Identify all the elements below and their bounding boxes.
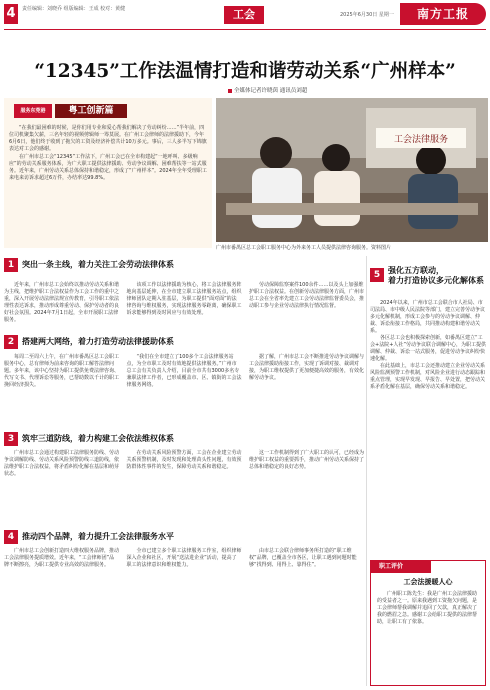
box-label: 职工评价 xyxy=(371,561,431,573)
page-header xyxy=(0,0,490,30)
box-body xyxy=(377,591,481,626)
banner-title: 粤工创新篇 xyxy=(55,104,127,118)
section-5-header xyxy=(370,262,486,286)
body-text: 近年来，广州市总工会始终以推动劳动关系和谐为主线，把维护职工合法权益作为工会工作的重中之重，深入开展劳动法律法规宣传教育，引导职工依法理性表达诉求，推动形成尊重劳动、保护劳动者的良好社会氛围。2024年7月1日起，全市开展职工法律服务。 xyxy=(4,282,120,323)
section-3-body xyxy=(4,450,364,478)
section-title: 强化五方联动， xyxy=(388,266,444,275)
intro-text xyxy=(9,125,207,183)
body-text: “我们在全市建立了100多个工会法律服务站点，为全市职工及时有效地提供法律服务。”广州市总工会有关负责人介绍，目前全市共有3000多名专兼职法律工作者，已形成覆盖市、区、镇街的工会法律服务网络。 xyxy=(126,354,242,388)
body-text: 广州市总工会创新打造四大维权服务品牌，推动工会法律服务提质增效。近年来，“工会律师团”品牌不断擦亮，为职工提供专业高效的法律服务。 xyxy=(4,548,120,568)
editors-line: 责任编辑：刘晓乔 组版编辑：王成 校对：黄健 xyxy=(22,6,126,12)
intro-paragraph: 在广州市总工会“12345”工作法下，广州工会已在全市构建起“一地呼叫、多级响应”的劳动关系服务体系，为广大职工提供法律援助、劳动争议调解、困难帮扶等一站式服务。近年来，广州劳动关系总体保持和谐稳定，形成了“广州样本”。2024年全年受理职工来电来访诉求超过6万件，办结率达99.8%。 xyxy=(9,154,207,181)
section-number: 4 xyxy=(4,530,18,544)
body-text: 2024年以来，广州市总工会联合市人社局、市司法局、市中级人民法院等部门，建立完善劳动争议多元化解机制，形成工会参与的劳动争议调解、仲裁、诉讼衔接工作格局，共同推动构建和谐劳动关系。 xyxy=(370,300,486,334)
section-title: 筑牢三道防线，着力构建工会依法维权体系 xyxy=(22,434,174,443)
page-number: 4 xyxy=(4,4,18,24)
section-4-body xyxy=(4,548,364,569)
photo-caption: 广州市番禺区总工会职工服务中心为外来务工人员提供法律咨询服务。资料图片 xyxy=(216,245,392,251)
section-tag: 工会 xyxy=(224,6,264,24)
body-text: 据了解，广州市总工会不断推进劳动争议调解与工会法律援助衔接工作，实现了诉调对接、裁调对接，为职工维权提供了更加便捷高效的服务，有效化解劳动争议。 xyxy=(249,354,365,381)
section-number: 1 xyxy=(4,258,18,272)
body-text: 每周二至周六上午，在广州市番禺区总工会职工服务中心，总有律师为前来咨询的职工解答法律问题。多年来，该中心坚持为职工提供免费法律咨询、代写文书、代理诉讼等服务，已帮助数以千计的职工挽回经济损失。 xyxy=(4,354,120,388)
headline: “12345”工作法温情打造和谐劳动关系“广州样本” xyxy=(34,61,456,82)
box-title: 工会法援暖人心 xyxy=(403,578,453,586)
body-text: 全市已建立多个职工法律服务工作室，组织律师深入企业和社区，开展“送法进企业”活动，提高了职工的法律意识和维权能力。 xyxy=(126,548,242,568)
section-1-body xyxy=(4,282,364,324)
body-text: 在此基础上，市总工会还推动建立企业劳动关系风险监测预警工作机制，对风险企业进行动态跟踪和重点管理，实现早发现、早报告、早处置，把劳动关系矛盾化解在基层，确保劳动关系和谐稳定。 xyxy=(370,363,486,390)
body-text: 该项工作以法律援助为核心，将工会法律服务阵地向基层延伸，在全市建立职工法律服务站点，组织律师团队定期入驻基层，为职工提供“面对面”的法律咨询与维权服务，实现法律服务零距离，确保职工诉求能够得到及时回应与有效处理。 xyxy=(126,282,242,316)
body-text: 劳动保障监察案件100余件……以及头上加强维护职工合法权益。在创新劳动法律服务方面，广州市总工会在全省率先建立工会劳动法律监督委员会，推动职工参与企业劳动法律执行情况监督。 xyxy=(249,282,365,309)
section-2-body xyxy=(4,354,364,389)
section-5-body xyxy=(370,300,486,391)
banner-tab: 服务东莞港 xyxy=(14,104,52,118)
section-number: 3 xyxy=(4,432,18,446)
worker-review-box xyxy=(370,560,486,686)
column-divider xyxy=(366,256,367,686)
photo-sign: 工会法律服务 xyxy=(393,135,449,145)
section-title: 推动四个品牌，着力提升工会法律服务水平 xyxy=(22,532,174,541)
section-1-header xyxy=(4,256,364,280)
intro-paragraph: “在我们最困难的时候，是你们用专业和爱心帮我们解决了劳动纠纷……”半年前，四位司机聚集欠薪，三名年轻的视频剪辑师一筹莫展。在广州工会律师的法律援助下，今年6月6日，他们终于收到了拖欠的工资及经济补偿共计10万多元。事后，三人多半写下锦旗表达对工会的感谢。 xyxy=(9,125,207,152)
section-title: 搭建两大网络，着力打造劳动法律援助体系 xyxy=(22,337,174,346)
newspaper-logo: 南方工报 xyxy=(400,3,486,25)
body-text: 由市总工会联合律师事务所打造的“职工维权”品牌，已覆盖全市各区，让职工遇到问题时能够“找得到、用得上、靠得住”。 xyxy=(249,548,357,568)
body-text: 广州市总工会通过构建职工法律服务防线、劳动争议调解防线、劳动关系风险预警防线三道防线，依法维护职工合法权益，将矛盾纠纷化解在基层和萌芽状态。 xyxy=(4,450,120,477)
section-title: 突出一条主线，着力关注工会劳动法律体系 xyxy=(22,260,174,269)
issue-date: 2025年6月30日 星期一 xyxy=(340,12,394,18)
news-photo xyxy=(216,98,488,242)
body-text: 这一工作机制得到了广大职工的认可，已经成为维护职工权益的重要抓手，推动广州劳动关系保持了总体和谐稳定的良好态势。 xyxy=(249,450,365,470)
header-rule xyxy=(4,29,486,30)
box-text: 广州职工陈先生：我是广州工会法律援助的受益者之一。原来我遇到工资拖欠问题，是工会律师帮我调解并追回了欠款，真正解决了我的燃眉之急。感谢工会给职工提供的法律帮助，让职工有了依靠。 xyxy=(377,591,478,625)
section-number: 2 xyxy=(4,335,18,349)
body-text: 各区总工会也积极探索创新，如番禺区建立“工会+法院+人社”劳动争议联合调解中心，为职工提供调解、仲裁、诉讼一站式服务，促进劳动争议纠纷快速化解。 xyxy=(370,335,486,362)
body-text: 在劳动关系风险预警方面，工会在企业建立劳动关系预警机制，及时发现和处理苗头性问题，有效预防群体性事件的发生，保障劳动关系和谐稳定。 xyxy=(126,450,242,470)
column-banner xyxy=(14,104,132,118)
section-subtitle: 着力打造协议多元化解体系 xyxy=(388,276,484,285)
section-number: 5 xyxy=(370,268,384,282)
byline: 全媒体记者许晓茵 通讯员刘超 xyxy=(228,86,307,94)
